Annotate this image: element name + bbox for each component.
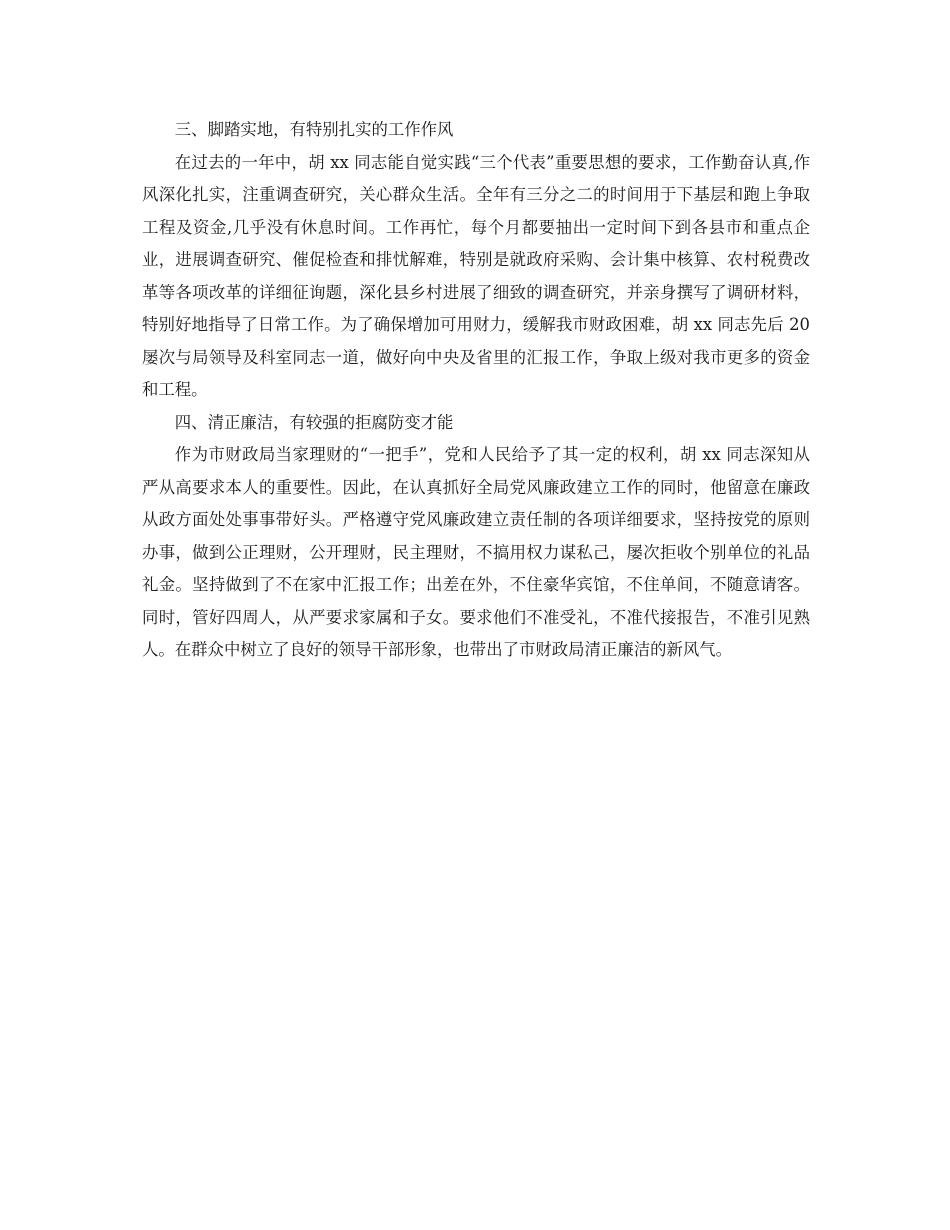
section-heading-3: 三、脚踏实地，有特别扎实的工作作风: [174, 120, 454, 139]
section-paragraph-4: 作为市财政局当家理财的“一把手”，党和人民给予了其一定的权利，胡 xx 同志深知从严从高要求本人的重要性。因此，在认真抓好全局党风廉政建立工作的同时，他留意在廉政从政方面处处事事带好头。严格遵守党风廉政建立责任制的各项详细要求，坚持按党的原则办事，做到公正理财，公开理财，民主理财，不搞用权力谋私己，屡次拒收个别单位的礼品礼金。坚持做到了不在家中汇报工作；出差在外，不住豪华宾馆，不住单间，不随意请客。同时，管好四周人，从严要求家属和子女。要求他们不准受礼，不准代接报告，不准引见熟人。在群众中树立了良好的领导干部形象，也带出了市财政局清正廉洁的新风气。: [142, 445, 810, 659]
document-body: [142, 114, 810, 667]
section-paragraph-3: 在过去的一年中，胡 xx 同志能自觉实践“三个代表”重要思想的要求，工作勤奋认真,作风深化扎实，注重调查研究，关心群众生活。全年有三分之二的时间用于下基层和跑上争取工程及资金,几乎没有休息时间。工作再忙，每个月都要抽出一定时间下到各县市和重点企业，进展调查研究、催促检查和排忧解难，特别是就政府采购、会计集中核算、农村税费改革等各项改革的详细征询题，深化县乡村进展了细致的调查研究，并亲身撰写了调研材料，特别好地指导了日常工作。为了确保增加可用财力，缓解我市财政困难，胡 xx 同志先后 20 屡次与局领导及科室同志一道，做好向中央及省里的汇报工作，争取上级对我市更多的资金和工程。: [142, 152, 810, 399]
section-heading-4: 四、清正廉洁，有较强的拒腐防变才能: [174, 412, 454, 432]
